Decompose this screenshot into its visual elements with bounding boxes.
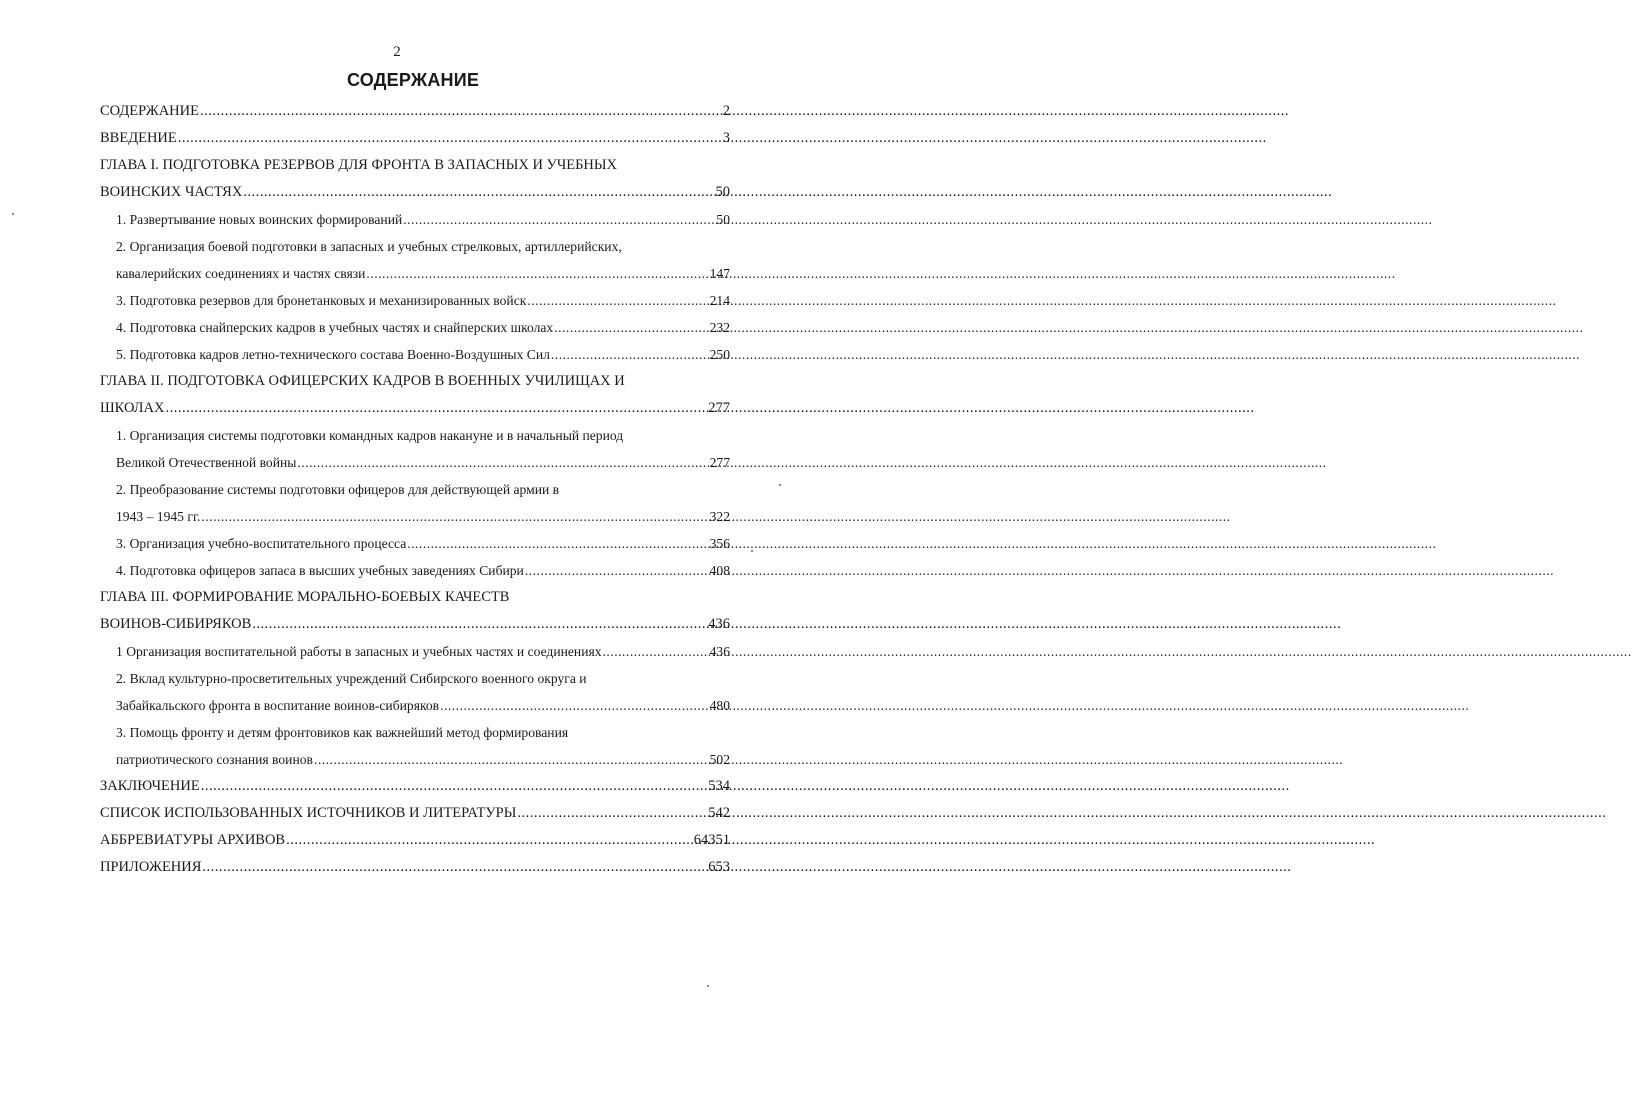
toc-section-1-4[interactable] bbox=[100, 314, 730, 341]
toc-page-number: 436 bbox=[709, 644, 730, 659]
toc-entry-introduction[interactable] bbox=[100, 125, 730, 152]
toc-entry-contents[interactable] bbox=[100, 98, 730, 125]
toc-page-number: 147 bbox=[709, 266, 730, 281]
toc-page-number: 408 bbox=[709, 563, 730, 578]
toc-page-number: 534 bbox=[708, 778, 730, 794]
leader-dots bbox=[603, 638, 709, 665]
toc-page-number: 50 bbox=[715, 184, 730, 200]
toc-page-number: 277 bbox=[708, 400, 730, 416]
toc-entry-text: ВОИНСКИХ ЧАСТЯХ bbox=[100, 184, 243, 200]
leader-dots bbox=[201, 503, 708, 530]
leader-dots bbox=[201, 773, 708, 800]
toc-section-2-2-line-2[interactable] bbox=[100, 503, 730, 530]
leader-dots bbox=[551, 341, 709, 368]
toc-entry-text: ВВЕДЕНИЕ bbox=[100, 130, 177, 146]
toc-section-1-5[interactable] bbox=[100, 341, 730, 368]
toc-section-2-4[interactable] bbox=[100, 557, 730, 584]
toc-page-number: 542 bbox=[708, 805, 730, 821]
leader-dots bbox=[200, 98, 722, 125]
leader-dots bbox=[165, 395, 707, 422]
scan-speck bbox=[751, 550, 753, 552]
toc-page-number: 64351 bbox=[693, 832, 730, 848]
toc-entry-text: Великой Отечественной войны bbox=[116, 455, 297, 470]
toc-page-number: 653 bbox=[708, 859, 730, 875]
toc-entry-text: 1943 – 1945 гг. bbox=[116, 509, 201, 524]
toc-section-3-3-line-2[interactable] bbox=[100, 746, 730, 773]
page-number: 2 bbox=[393, 44, 401, 60]
leader-dots bbox=[252, 611, 707, 638]
toc-entry-text: ШКОЛАХ bbox=[100, 400, 165, 416]
leader-dots bbox=[314, 746, 709, 773]
toc-chapter-3-line-2[interactable] bbox=[100, 611, 730, 638]
leader-dots bbox=[243, 179, 714, 206]
toc-section-1-2-line-2[interactable] bbox=[100, 260, 730, 287]
toc-page-number: 2 bbox=[722, 103, 730, 119]
toc-entry-text: ПРИЛОЖЕНИЯ bbox=[100, 859, 202, 875]
toc-entry-text: 1. Развертывание новых воинских формирований bbox=[116, 212, 403, 227]
toc-page-number: 502 bbox=[709, 752, 730, 767]
leader-dots bbox=[297, 449, 708, 476]
toc-page-number: 436 bbox=[708, 616, 730, 632]
leader-dots bbox=[407, 530, 708, 557]
toc-section-1-2-line-1[interactable]: 2. Организация боевой подготовки в запасных и учебных стрелковых, артиллерийских, bbox=[116, 239, 622, 254]
toc-entry-text: ЗАКЛЮЧЕНИЕ bbox=[100, 778, 200, 794]
toc-entry-text: АББРЕВИАТУРЫ АРХИВОВ bbox=[100, 832, 286, 848]
toc-page-number: 3 bbox=[722, 130, 730, 146]
toc-chapter-1-line-1[interactable]: ГЛАВА I. ПОДГОТОВКА РЕЗЕРВОВ ДЛЯ ФРОНТА В ЗАПАСНЫХ И УЧЕБНЫХ bbox=[100, 157, 618, 173]
toc-section-2-1-line-1[interactable]: 1. Организация системы подготовки командных кадров накануне и в начальный период bbox=[116, 428, 624, 443]
leader-dots bbox=[178, 125, 722, 152]
toc-page-number: 214 bbox=[709, 293, 730, 308]
toc-entry-text: ВОИНОВ-СИБИРЯКОВ bbox=[100, 616, 252, 632]
page-title: СОДЕРЖАНИЕ bbox=[346, 70, 480, 90]
toc-page-number: 480 bbox=[709, 698, 730, 713]
toc-chapter-3-line-1[interactable]: ГЛАВА III. ФОРМИРОВАНИЕ МОРАЛЬНО-БОЕВЫХ КАЧЕСТВ bbox=[100, 589, 510, 605]
toc-entry-text: 1 Организация воспитательной работы в запасных и учебных частях и соединениях bbox=[116, 644, 602, 659]
leader-dots bbox=[366, 260, 708, 287]
toc-section-3-2-line-1[interactable]: 2. Вклад культурно-просветительных учреждений Сибирского военного округа и bbox=[116, 671, 587, 686]
toc-chapter-2-line-2[interactable] bbox=[100, 395, 730, 422]
toc-section-1-3[interactable] bbox=[100, 287, 730, 314]
toc-page-number: 50 bbox=[716, 212, 730, 227]
toc-entry-text: патриотического сознания воинов bbox=[116, 752, 313, 767]
toc-section-2-3[interactable] bbox=[100, 530, 730, 557]
scan-speck bbox=[12, 213, 14, 215]
toc-page-number: 232 bbox=[709, 320, 730, 335]
toc-entry-appendices[interactable] bbox=[100, 854, 730, 881]
leader-dots bbox=[527, 287, 708, 314]
toc-entry-text: 5. Подготовка кадров летно-технического состава Военно-Воздушных Сил bbox=[116, 347, 550, 362]
toc-page-number: 322 bbox=[709, 509, 730, 524]
toc-page-number: 250 bbox=[709, 347, 730, 362]
table-of-contents bbox=[100, 98, 730, 881]
toc-entry-text: 4. Подготовка офицеров запаса в высших учебных заведениях Сибири bbox=[116, 563, 524, 578]
toc-entry-sources[interactable] bbox=[100, 800, 730, 827]
toc-entry-text: 3. Организация учебно-воспитательного процесса bbox=[116, 536, 407, 551]
toc-chapter-2-line-1[interactable]: ГЛАВА II. ПОДГОТОВКА ОФИЦЕРСКИХ КАДРОВ В ВОЕННЫХ УЧИЛИЩАХ И bbox=[100, 373, 625, 389]
leader-dots bbox=[403, 206, 715, 233]
leader-dots bbox=[554, 314, 708, 341]
toc-section-3-1[interactable] bbox=[100, 638, 730, 665]
toc-chapter-1-line-2[interactable] bbox=[100, 179, 730, 206]
scan-speck bbox=[707, 985, 709, 987]
leader-dots bbox=[517, 800, 707, 827]
toc-section-3-2-line-2[interactable] bbox=[100, 692, 730, 719]
toc-entry-abbreviations[interactable] bbox=[100, 827, 730, 854]
toc-section-2-1-line-2[interactable] bbox=[100, 449, 730, 476]
toc-section-2-2-line-1[interactable]: 2. Преобразование системы подготовки офицеров для действующей армии в bbox=[116, 482, 560, 497]
toc-entry-text: 3. Подготовка резервов для бронетанковых и механизированных войск bbox=[116, 293, 527, 308]
leader-dots bbox=[202, 854, 707, 881]
toc-page-number: 356 bbox=[709, 536, 730, 551]
toc-entry-text: СОДЕРЖАНИЕ bbox=[100, 103, 199, 119]
toc-section-3-3-line-1[interactable]: 3. Помощь фронту и детям фронтовиков как важнейший метод формирования bbox=[116, 725, 569, 740]
toc-entry-text: 4. Подготовка снайперских кадров в учебных частях и снайперских школах bbox=[116, 320, 554, 335]
toc-section-1-1[interactable] bbox=[100, 206, 730, 233]
toc-entry-text: Забайкальского фронта в воспитание воинов-сибиряков bbox=[116, 698, 440, 713]
toc-entry-conclusion[interactable] bbox=[100, 773, 730, 800]
scan-speck bbox=[779, 484, 781, 486]
leader-dots bbox=[286, 827, 693, 854]
toc-entry-text: кавалерийских соединениях и частях связи bbox=[116, 266, 366, 281]
leader-dots bbox=[525, 557, 709, 584]
leader-dots bbox=[440, 692, 709, 719]
toc-entry-text: СПИСОК ИСПОЛЬЗОВАННЫХ ИСТОЧНИКОВ И ЛИТЕРАТУРЫ bbox=[100, 805, 517, 821]
toc-page-number: 277 bbox=[709, 455, 730, 470]
